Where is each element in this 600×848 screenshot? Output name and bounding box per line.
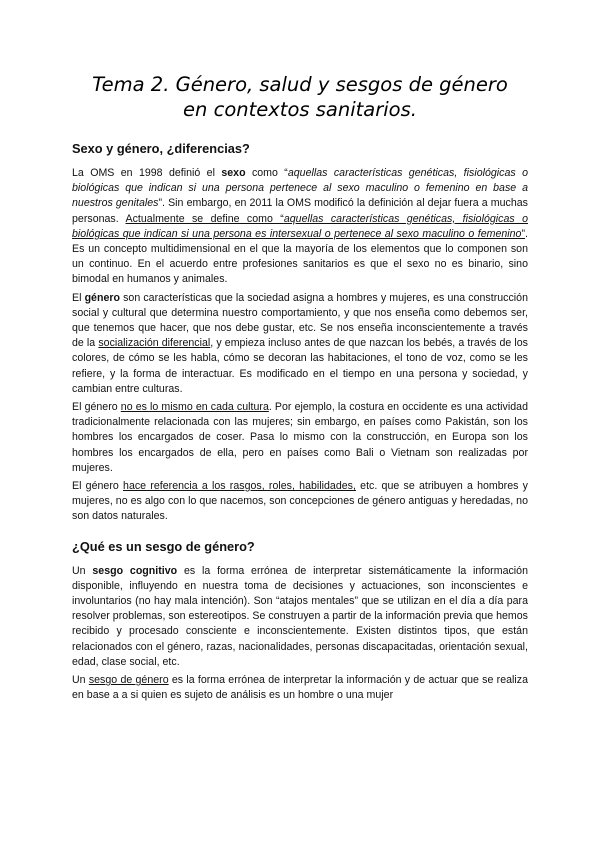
underlined-italic-quote: aquellas características genéticas, fisiológicas o biológicas que indican si una persona es intersexual o pertenece al sexo maculino o femenino [72,212,528,240]
text-run: son características que la sociedad asigna a hombres y mujeres, es una construcción social y cultural que determina nuestro comportamiento, y que nos enseña como debemos ser, que tenemos que hacer, que nos debe gustar, etc. Se nos enseña inconscientemente a través de la [72,291,528,350]
underlined-text: no es lo mismo en cada cultura [120,401,269,414]
underlined-text: ” [521,227,526,240]
text-run: El género [72,480,124,493]
title-line-2: en contextos sanitarios. [183,98,417,121]
underlined-text: Actualmente se define como “ [125,212,284,225]
text-run: como “ [245,167,288,179]
text-run: El [72,291,85,304]
document-page [72,66,528,707]
text-run: . Es un concepto multidimensional en el que la mayoría de los elementos que lo componen son un continuo. En el acuerdo entre profesiones sanitarios es que el sexo no es binario, sino bimodal en humanos y animales. [72,227,528,286]
italic-quote: aquellas características genéticas, fisiológicas o biológicas que indican si una persona pertenece al sexo maculino o femenino en base a nuestros genitales [72,167,528,210]
text-run: La OMS en 1998 definió el [72,167,222,179]
bold-term-sexo: sexo [221,167,246,179]
paragraph-sesgo-genero [72,673,528,703]
paragraph-genero-rasgos [72,479,528,525]
section-heading-sesgo-genero: ¿Qué es un sesgo de género? [72,538,255,554]
bold-term-genero: género [84,291,121,304]
underlined-text: sesgo de género [88,674,169,687]
paragraph-genero-definition [72,291,528,397]
text-run: es la forma errónea de interpretar la información y de actuar que se realiza en base a a si quien es sujeto de análisis es un hombre o una mujer [72,674,528,702]
underlined-text: hace referencia a los rasgos, roles, habilidades, [123,480,356,493]
paragraph-sesgo-cognitivo [72,564,528,670]
text-run: Un [72,674,89,687]
text-run: etc. que se atribuyen a hombres y mujeres, no es algo con lo que nacemos, son concepciones de género antiguas y heredadas, no son datos naturales. [72,480,528,523]
text-run: ”. Sin embargo, en 2011 la OMS modificó la definición al dejar fuera a muchas personas. [72,197,529,225]
text-run: es la forma errónea de interpretar sistemáticamente la información disponible, influyendo en nuestra toma de decisiones y actuaciones, son inconscientes e involuntarios (no hay mala intención). Son “atajos mentales” que se utilizan en el día a día para resolver problemas, son estereotipos. Se construyen a partir de la información previa que hemos recibido y procesado consciente e inconscientemente. Existen distintos tipos, que están relacionados con el género, razas, nacionalidades, personas discapacitadas, orientación sexual, edad, clase social, etc. [72,564,529,668]
bold-term-sesgo-cognitivo: sesgo cognitivo [92,564,178,577]
title-line-1: Tema 2. Género, salud y sesgos de género [92,73,508,96]
page-title [72,72,528,122]
paragraph-sexo-definition [72,166,528,288]
underlined-text: socialización diferencial [98,337,211,350]
text-run: El género [72,401,121,414]
paragraph-genero-cultura [72,400,528,476]
text-run: . Por ejemplo, la costura en occidente es una actividad tradicionalmente relacionada con las mujeres; sin embargo, en países como Pakistán, son los hombres los encargados de coser. Pasa lo mismo con la construcción, en Europa son los hombres los encargados de ella, pero en países como Bali o Vietnam son realizadas por mujeres. [72,401,528,474]
text-run: Un [72,564,93,577]
text-run: , y empieza incluso antes de que nazcan los bebés, a través de los colores, de cómo se les habla, cómo se decoran las habitaciones, el tono de voz, como se les refiere, y la forma de interactuar. Es modificado en el tiempo en una persona y sociedad, y cambian entre culturas. [72,337,529,395]
section-heading-sexo-genero: Sexo y género, ¿diferencias? [72,141,250,156]
